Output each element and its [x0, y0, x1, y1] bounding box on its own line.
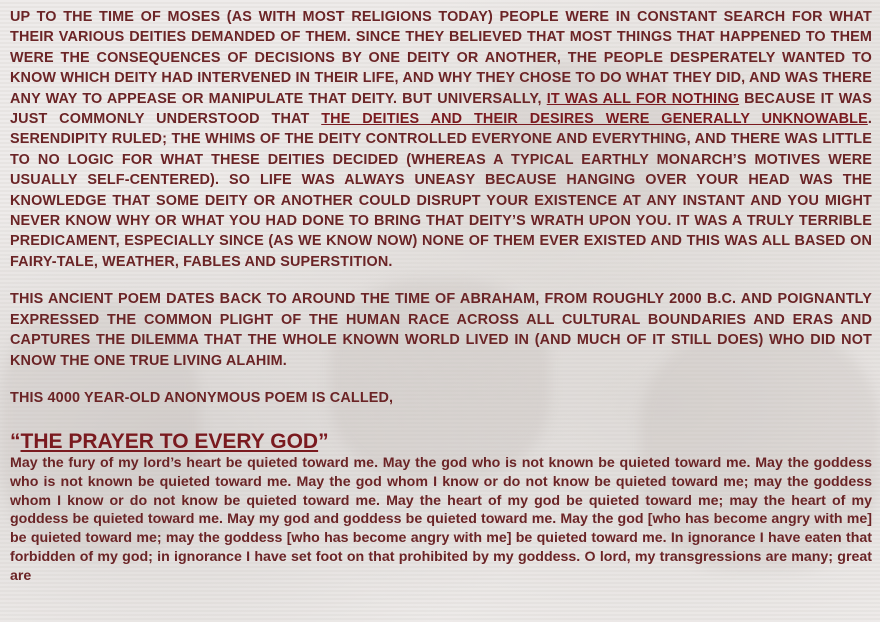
document-page — [10, 7, 872, 585]
poem-intro-line: THIS 4000 YEAR-OLD ANONYMOUS POEM IS CALLED, — [10, 389, 394, 406]
intro-text: . SERENDIPITY RULED; THE WHIMS OF THE DEITY CONTROLLED EVERYONE AND EVERYTHING, AND THERE WAS LITTLE TO NO LOGIC FOR WHAT THESE DEITIES DECIDED (WHEREAS A TYPICAL EARTHLY MONARCH’S MOTIVES WERE USUALLY SELF-CENTERED). SO LIFE WAS ALWAYS UNEASY BECAUSE HANGING OVER YOUR HEAD WAS THE KNOWLEDGE THAT SOME DEITY OR ANOTHER COULD DISRUPT YOUR EXISTENCE AT ANY INSTANT AND YOU MIGHT NEVER KNOW WHY OR WHAT YOU HAD DONE TO BRING THAT DEITY’S WRATH UPON YOU. IT WAS A TRULY TERRIBLE PREDICAMENT, ESPECIALLY SINCE (AS WE KNOW NOW) NONE OF THEM EVER EXISTED AND THIS WAS ALL BASED ON FAIRY-TALE, WEATHER, FABLES AND SUPERSTITION. — [10, 111, 872, 270]
title-text: THE PRAYER TO EVERY GOD — [20, 430, 319, 454]
title-close-quote: ” — [318, 430, 329, 454]
intro-text: BECAUSE IT WAS JUST COMMONLY UNDERSTOOD THAT — [10, 90, 872, 128]
underlined-phrase-unknowable: THE DEITIES AND THEIR DESIRES WERE GENERALLY UNKNOWABLE — [321, 111, 868, 128]
intro-text: UP TO THE TIME OF MOSES (AS WITH MOST RELIGIONS TODAY) PEOPLE WERE IN CONSTANT SEARCH FOR WHAT THEIR VARIOUS DEITIES DEMANDED OF THEM. SINCE THEY BELIEVED THAT MOST THINGS THAT HAPPENED TO THEM WERE THE CONSEQUENCES OF DECISIONS BY ONE DEITY OR ANOTHER, THE PEOPLE DESPERATELY WANTED TO KNOW WHICH DEITY HAD INTERVENED IN THEIR LIFE, AND WHY THEY CHOSE TO DO WHAT THEY DID, AND WAS THERE ANY WAY TO APPEASE OR MANIPULATE THAT DEITY. BUT UNIVERSALLY, — [10, 9, 872, 107]
poem-body: May the fury of my lord’s heart be quieted toward me. May the god who is not known be quieted toward me. May the goddess who is not known be quieted toward me. May the god whom I know or do not know be quieted toward me; may the goddess whom I know or do not know be quieted toward me. May the heart of my god be quieted toward me; may the heart of my goddess be quieted toward me. May my god and goddess be quieted toward me. May the god [who has become angry with me] be quieted toward me; may the goddess [who has become angry with me] be quieted toward me. In ignorance I have eaten that forbidden of my god; in ignorance I have set foot on that prohibited by my goddess. O lord, my transgressions are many; great are — [10, 455, 872, 584]
poem-origin-paragraph: THIS ANCIENT POEM DATES BACK TO AROUND THE TIME OF ABRAHAM, FROM ROUGHLY 2000 B.C. AND POIGNANTLY EXPRESSED THE COMMON PLIGHT OF THE HUMAN RACE ACROSS ALL CULTURAL BOUNDARIES AND ERAS AND CAPTURES THE DILEMMA THAT THE WHOLE KNOWN WORLD LIVED IN (AND MUCH OF IT STILL DOES) WHO DID NOT KNOW THE ONE TRUE LIVING ALAHIM. — [10, 291, 872, 369]
poem-title — [10, 430, 872, 454]
title-open-quote: “ — [10, 430, 21, 454]
intro-paragraph — [10, 7, 872, 272]
underlined-phrase-all-for-nothing: IT WAS ALL FOR NOTHING — [546, 90, 740, 107]
